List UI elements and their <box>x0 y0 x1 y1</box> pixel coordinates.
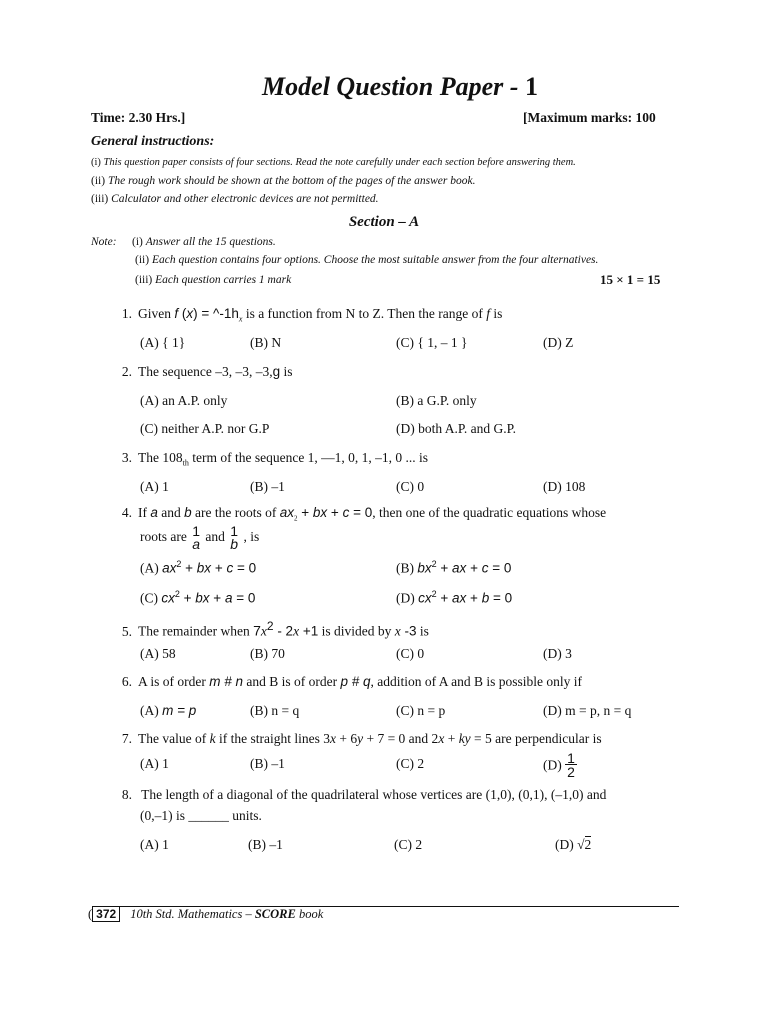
note-item: (i) Answer all the 15 questions. <box>132 236 276 248</box>
instruction-item: (i) This question paper consists of four sections. Read the note carefully under each section before answering them. <box>91 157 576 168</box>
option-b[interactable]: (B) 70 <box>250 646 285 661</box>
question-1: 1. Given f $(x) = \^{}-1h_x$ is a function from N to Z. Then the range of f is <box>121 306 503 324</box>
question-8: 8. The length of a diagonal of the quadrilateral whose vertices are (1,0), (0,1), (–1,0) and <box>121 787 607 802</box>
option-d[interactable]: (D) $\frac{1}{2}$ <box>543 750 575 780</box>
fraction: 1 b <box>230 523 239 552</box>
option-b[interactable]: (B) n = q <box>250 703 300 718</box>
option-c[interactable]: (C) 0 <box>396 479 425 494</box>
option-a[interactable]: (A) 1 <box>140 479 169 494</box>
general-instructions-heading: General instructions: <box>91 134 215 149</box>
page-footer: ( 372 10th Std. Mathematics – SCORE book <box>88 907 324 921</box>
question-4: 4. If a and b are the roots of $ax_2$ + bx + c = 0, then one of the quadratic equations whose <box>121 505 607 523</box>
note-item: (iii) Each question carries 1 mark <box>135 274 292 286</box>
option-d[interactable]: (D) 3 <box>543 646 572 661</box>
option-b[interactable]: (B) $bx^2$ + ax + c = 0 <box>396 559 512 576</box>
question-8-line2: (0,–1) is ______ units. <box>140 808 262 823</box>
option-c[interactable]: (C) 2 <box>394 837 423 852</box>
page-number: 372 <box>92 907 120 922</box>
question-4-line2: roots are 1 a and 1 b , is <box>140 523 260 552</box>
fraction: $\frac{1}{2}$ <box>567 750 575 780</box>
question-7: 7. The value of k if the straight lines 3x + 6y + 7 = 0 and 2x + ky = 5 are perpendicular is <box>121 731 602 746</box>
option-d[interactable]: (D) Z <box>543 335 574 350</box>
section-marks: 15 × 1 = 15 <box>600 272 661 287</box>
option-b[interactable]: (B) a G.P. only <box>396 393 477 408</box>
note-item: (ii) Each question contains four options. Choose the most suitable answer from the four alternatives. <box>135 254 599 266</box>
option-a[interactable]: (A) an A.P. only <box>140 393 228 408</box>
fraction: 1 a <box>192 523 201 552</box>
note-label: Note: <box>91 236 117 248</box>
option-c[interactable]: (C) n = p <box>396 703 446 718</box>
option-a[interactable]: (A) 1 <box>140 756 169 771</box>
instruction-item: (ii) The rough work should be shown at the bottom of the pages of the answer book. <box>91 175 476 187</box>
question-6: 6. A is of order m # n and B is of order p # q, addition of A and B is possible only if <box>121 674 583 689</box>
option-c[interactable]: (C) 0 <box>396 646 425 661</box>
option-d[interactable]: (D) both A.P. and G.P. <box>396 421 517 436</box>
question-2: 2. The sequence –3, –3, –3,g is <box>121 364 293 379</box>
option-a[interactable]: (A) m = p <box>140 703 197 718</box>
max-marks-label: [Maximum marks: 100 <box>523 110 656 125</box>
option-d[interactable]: (D) $cx^2$ + ax + b = 0 <box>396 589 513 606</box>
option-d[interactable]: (D) √2 <box>555 837 592 852</box>
option-a[interactable]: (A) 1 <box>140 837 169 852</box>
option-d[interactable]: (D) m = p, n = q <box>543 703 632 718</box>
time-label: Time: 2.30 Hrs.] <box>91 110 186 125</box>
option-c[interactable]: (C) neither A.P. nor G.P <box>140 421 270 436</box>
instruction-item: (iii) Calculator and other electronic devices are not permitted. <box>91 193 379 205</box>
sqrt-symbol: √ <box>577 837 585 852</box>
question-3: 3. The $108_{th}$ term of the sequence 1, —1, 0, 1, –1, 0 ... is <box>121 450 429 468</box>
option-a[interactable]: (A) $ax^2$ + bx + c = 0 <box>140 559 257 576</box>
option-c[interactable]: (C) 2 <box>396 756 425 771</box>
section-heading: Section – A <box>348 214 420 230</box>
option-c[interactable]: (C) { 1, – 1 } <box>396 335 468 350</box>
option-b[interactable]: (B) –1 <box>250 756 285 771</box>
option-b[interactable]: (B) –1 <box>248 837 283 852</box>
question-5: 5. The remainder when $7x^2 - 2x +1$ is divided by x -3 is <box>121 619 429 639</box>
option-a[interactable]: (A) 58 <box>140 646 176 661</box>
option-d[interactable]: (D) 108 <box>543 479 586 494</box>
option-c[interactable]: (C) $cx^2$ + bx + a = 0 <box>140 589 256 606</box>
option-b[interactable]: (B) N <box>250 335 282 350</box>
option-a[interactable]: (A) { 1} <box>140 335 186 350</box>
page-title: Model Question Paper - 1 <box>262 72 538 101</box>
option-b[interactable]: (B) –1 <box>250 479 285 494</box>
